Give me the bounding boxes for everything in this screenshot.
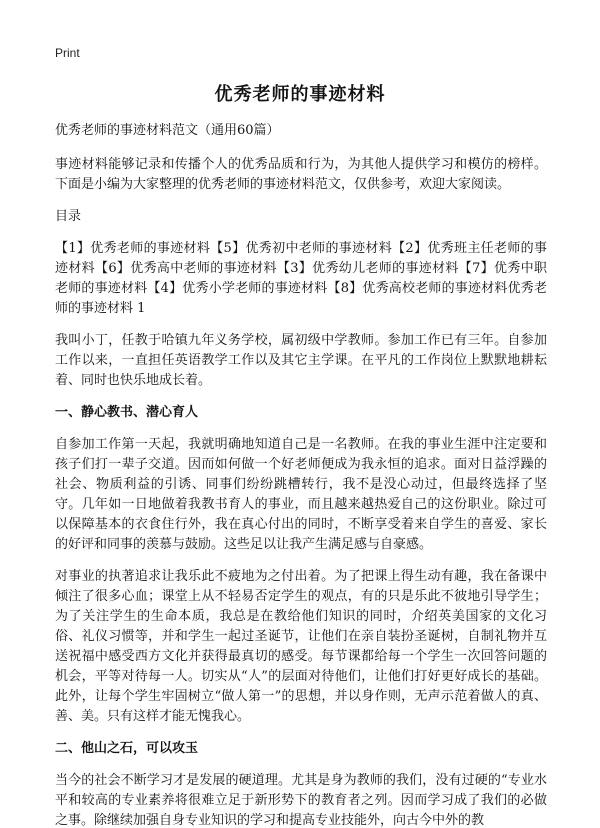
document-body [55, 121, 547, 828]
body-paragraph-1: 我叫小丁，任教于哈镇九年义务学校，属初级中学教师。参加工作已有三年。自参加工作以来，一直担任英语教学工作以及其它主学课。在平凡的工作岗位上默默地耕耘着、同时也快乐地成长着。 [55, 333, 547, 388]
section-heading-1: 一、静心教书、潜心育人 [55, 405, 199, 420]
print-link[interactable]: Print [55, 46, 80, 60]
section-heading-2: 二、他山之石，可以攻玉 [55, 741, 199, 756]
intro-paragraph: 事迹材料能够记录和传播个人的优秀品质和行为，为其他人提供学习和模仿的榜样。下面是小编为大家整理的优秀老师的事迹材料范文，仅供参考，欢迎大家阅读。 [55, 157, 547, 192]
document-subtitle: 优秀老师的事迹材料范文（通用60篇） [55, 123, 280, 138]
body-paragraph-3: 对事业的执著追求让我乐此不疲地为之付出着。为了把课上得生动有趣，我在备课中倾注了很多心血；课堂上从不轻易否定学生的观点，有的只是乐此不彼地引导学生；为了关注学生的生命本质，我总是在教给他们知识的同时，介绍英美国家的文化习俗、礼仪习惯等，并和学生一起过圣诞节，让他们在亲自装扮圣诞树，自制礼物并互送祝福中感受西方文化并获得最真切的感受。每节课都给每一个学生一次回答问题的机会，平等对待每一人。切实从“人”的层面对待他们，让他们打好更好成长的基础。此外，让每个学生牢固树立“做人第一”的思想，并以身作则，无声示范着做人的真、善、美。只有这样才能无愧我心。 [55, 569, 547, 724]
table-of-contents[interactable]: 【1】优秀老师的事迹材料【5】优秀初中老师的事迹材料【2】优秀班主任老师的事迹材料【6】优秀高中老师的事迹材料【3】优秀幼儿老师的事迹材料【7】优秀中职老师的事迹材料【4】优秀小学老师的事迹材料【8】优秀高校老师的事迹材料优秀老师的事迹材料 1 [55, 241, 547, 316]
body-paragraph-2: 自参加工作第一天起，我就明确地知道自己是一名教师。在我的事业生涯中注定要和孩子们打一辈子交道。因而如何做一个好老师便成为我永恒的追求。面对日益浮躁的社会、物质利益的引诱、同事们纷纷跳槽转行，我不是没心动过，但最终选择了坚守。几年如一日地做着我教书育人的事业，而且越来越热爱自己的这份职业。除过可以保障基本的衣食住行外，我在真心付出的同时，不断享受着来自学生的喜爱、家长的好评和同事的羡慕与鼓励。这些足以让我产生满足感与自豪感。 [55, 437, 547, 552]
page-title: 优秀老师的事迹材料 [214, 84, 386, 105]
body-paragraph-4: 当今的社会不断学习才是发展的硬道理。尤其是身为教师的我们，没有过硬的“专业水平和较高的专业素养将很难立足于新形势下的教育者之列。因而学习成了我们的必做之事。除继续加强自身专业知识的学习和提高专业技能外，向古今中外的教 [55, 773, 547, 828]
toc-heading: 目录 [55, 209, 82, 224]
